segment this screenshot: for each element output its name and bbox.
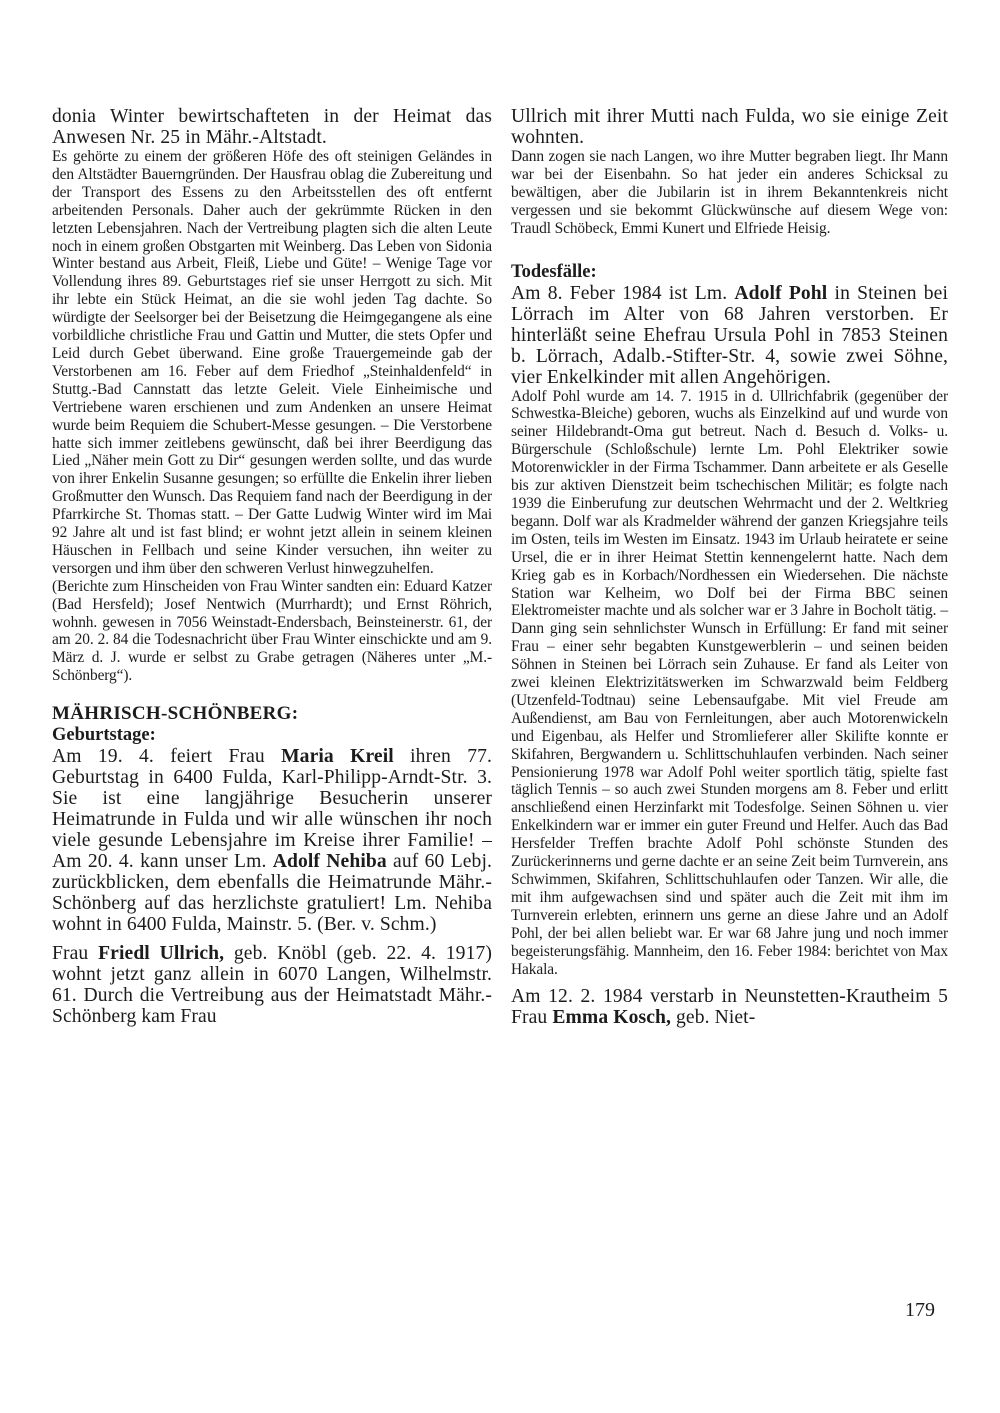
winter-body-paragraph: Es gehörte zu einem der größeren Höfe des oft steinigen Geländes in den Altstädter Bauerngründen. Der Hausfrau oblag die Zubereitung und der Transport des Essens zu den Arbeitsstellen des oft entfernt arbeitenden Personals. Daher auch der gekrümmte Rücken in den letzten Lebensjahren. Nach der Vertreibung plagten sich die alten Leute noch in einem großen Obstgarten mit Weinberg. Das Leben von Sidonia Winter bestand aus Arbeit, Fleiß, Liebe und Güte! – Wenige Tage vor Vollendung ihres 89. Geburtstages rief sie unser Herrgott zu sich. Mit ihr lebte ein Stück Heimat, an die sie wohl jeden Tag dachte. So würdigte der Seelsorger bei der Beisetzung die Heimgegangene als eine vorbildliche christliche Frau und Gattin und Mutter, die stets Opfer und Leid durch Gebet überwand. Eine große Trauergemeinde gab der Verstorbenen am 16. Feber auf dem Friedhof „Steinhaldenfeld“ in Stuttg.-Bad Cannstatt das letzte Geleit. Viele Einheimische und Vertriebene waren erschienen und zum Andenken an unsere Heimat wurde beim Requiem die Schubert-Messe gesungen. – Die Verstorbene hatte sich immer zeitlebens gewünscht, daß bei ihrer Beerdigung das Lied „Näher mein Gott zu Dir“ gesungen werden sollte, und das wurde von ihrer Enkelin Susanne gesungen; so erfüllte die Enkelin ihrer lieben Großmutter den Wunsch. Das Requiem fand nach der Beerdigung in der Pfarrkirche St. Thomas statt. – Der Gatte Ludwig Winter wird im Mai 92 Jahre alt und ist fast blind; er wohnt jetzt allein in seinem kleinen Häuschen in Fellbach und seine Kinder versuchen, ihn weiter zu versorgen und ihm über den schweren Verlust hinwegzuhelfen.: [52, 148, 492, 577]
deaths-heading: Todesfälle:: [511, 261, 597, 282]
birthdays-text-b: ihren 77. Geburtstag in 6400 Fulda, Karl-Philipp-Arndt-Str. 3. Sie ist eine langjährige Besucherin unserer Heimatrunde in Fulda und wir alle wünschen ihr noch viele gesunde Lebensjahre im Kreise ihrer Familie! – Am 20. 4. kann unser Lm.: [52, 746, 492, 873]
kosch-lead-paragraph: [511, 986, 948, 1028]
pohl-text-a: Am 8. Feber 1984 ist Lm.: [511, 282, 735, 304]
page-number: 179: [905, 1299, 935, 1321]
region-heading: MÄHRISCH-SCHÖNBERG:: [52, 703, 299, 725]
winter-lead-paragraph: donia Winter bewirtschafteten in der Heimat das Anwesen Nr. 25 in Mähr.-Altstadt.: [52, 106, 492, 148]
left-column: [52, 106, 492, 1027]
winter-reports-paragraph: (Berichte zum Hinscheiden von Frau Winter sandten ein: Eduard Katzer (Bad Hersfeld); Josef Nentwich (Murrhardt); und Ernst Röhrich, wohnh. gewesen in 7056 Weinstadt-Endersbach, Beinsteinerstr. 61, der am 20. 2. 84 die Todesnachricht über Frau Winter einschickte und am 9. März d. J. wurde er selbst zu Grabe getragen (Näheres unter „M.-Schönberg“).: [52, 577, 492, 685]
pohl-text-b: in Steinen bei Lörrach im Alter von 68 Jahren verstorben. Er hinterläßt seine Ehefrau Ursula Pohl in 7853 Steinen b. Lörrach, Adalb.-Stifter-Str. 4, sowie zwei Söhne, vier Enkelkinder mit allen Angehörigen.: [511, 282, 948, 388]
right-column: [511, 106, 948, 1028]
name-adolf-pohl: Adolf Pohl: [734, 282, 828, 304]
name-adolf-nehiba: Adolf Nehiba: [272, 851, 387, 873]
name-maria-kreil: Maria Kreil: [281, 746, 394, 768]
ullrich-continued-lead: Ullrich mit ihrer Mutti nach Fulda, wo sie einige Zeit wohnten.: [511, 106, 948, 148]
pohl-lead-paragraph: [511, 283, 948, 388]
ullrich-text-a: Frau: [52, 943, 99, 965]
birthdays-text-c: auf 60 Lebj. zurückblicken, dem ebenfalls die Heimatrunde Mähr.-Schönberg auf das herzlichste gratuliert! Lm. Nehiba wohnt in 6400 Fulda, Mainstr. 5. (Ber. v. Schm.): [52, 851, 492, 936]
ullrich-continued-body: Dann zogen sie nach Langen, wo ihre Mutter begraben liegt. Ihr Mann war bei der Eisenbahn. So hat jeder ein anderes Schicksal zu bewältigen, aber die Jubilarin ist in ihrem Bekanntenkreis nicht vergessen und sie bekommt Glückwünsche auf diesem Wege von: Traudl Schöbeck, Emmi Kunert und Elfriede Heisig.: [511, 148, 948, 237]
ullrich-text-b: geb. Knöbl (geb. 22. 4. 1917) wohnt jetzt ganz allein in 6070 Langen, Wilhelmstr. 61. Durch die Vertreibung aus der Heimatstadt Mähr.-Schönberg kam Frau: [52, 943, 492, 1028]
birthdays-paragraph: [52, 746, 492, 935]
name-emma-kosch: Emma Kosch,: [552, 1007, 671, 1029]
name-friedl-ullrich: Friedl Ullrich,: [98, 943, 225, 965]
birthdays-heading: Geburtstage:: [52, 725, 156, 746]
pohl-body-paragraph: Adolf Pohl wurde am 14. 7. 1915 in d. Ullrichfabrik (gegenüber der Schwestka-Bleiche) geboren, wuchs als Einzelkind auf und wurde von seiner Hildebrandt-Oma gut betreut. Nach d. Besuch d. Volks- u. Bürgerschule (Schloßschule) lernte Lm. Pohl Elektriker sowie Motorenwickler in der Firma Tschammer. Dann arbeitete er als Geselle bis zur aktiven Dienstzeit beim tschechischen Militär; es folgte nach 1939 die Einberufung zur deutschen Wehrmacht und der 2. Weltkrieg begann. Dolf war als Kradmelder während der ganzen Kriegsjahre teils im Osten, teils im Westen im Einsatz. 1943 im Urlaub heiratete er seine Ursel, die er in ihrer Heimat Stettin kennengelernt hatte. Nach dem Krieg gab es in Korbach/Nordhessen ein Wiedersehen. Die nächste Station war Kelheim, wo Dolf bei der Firma BBC seinen Elektromeister machte und als solcher war er 3 Jahre in Bocholt tätig. – Dann ging sein sehnlichster Wunsch in Erfüllung: Er fand mit seiner Frau – einer sehr begabten Kunstgewerblerin – und seinen beiden Söhnen in Steinen bei Lörrach sein Zuhause. Er fand als Leiter von zwei kleinen Elektrizitätswerken im Schwarzwald beim Feldberg (Utzenfeld-Todtnau) seine Lebensaufgabe. Mit viel Freude am Außendienst, am Bau von Fernleitungen, aber auch Motorenwickeln und Eigenbau, als Helfer und Stromlieferer aller Skilifte konnte er Skifahren, Bergwandern u. Schlittschuhlaufen verbinden. Nach seiner Pensionierung 1978 war Adolf Pohl weiter sportlich tätig, spielte fast täglich Tennis – so auch zwei Stunden morgens am 8. Feber und erlitt anschließend einen Herzinfarkt mit Todesfolge. Seinen Söhnen u. vier Enkelkindern war er immer ein guter Freund und Helfer. Auch das Bad Hersfelder Treffen brachte Adolf Pohl schönste Stunden des Zurückerinnerns und gerne dachte er an seine Zeit beim Turnverein, ans Schwimmen, Skifahren, Schlittschuhlaufen oder Tanzen. Wir alle, die mit ihm aufgewachsen sind und später auch die Zeit mit ihm im Turnverein erlebten, erinnern uns gerne an diese Jahre und an Adolf Pohl, der bei allen beliebt war. Er war 68 Jahre jung und noch immer begeisterungsfähig. Mannheim, den 16. Feber 1984: berichtet von Max Hakala.: [511, 387, 948, 978]
kosch-text-a: Am 12. 2. 1984 verstarb in Neunstetten-Krautheim 5 Frau: [511, 986, 948, 1029]
ullrich-paragraph: [52, 943, 492, 1027]
birthdays-text-a: Am 19. 4. feiert Frau: [52, 746, 282, 768]
kosch-text-b: geb. Niet-: [671, 1007, 756, 1029]
